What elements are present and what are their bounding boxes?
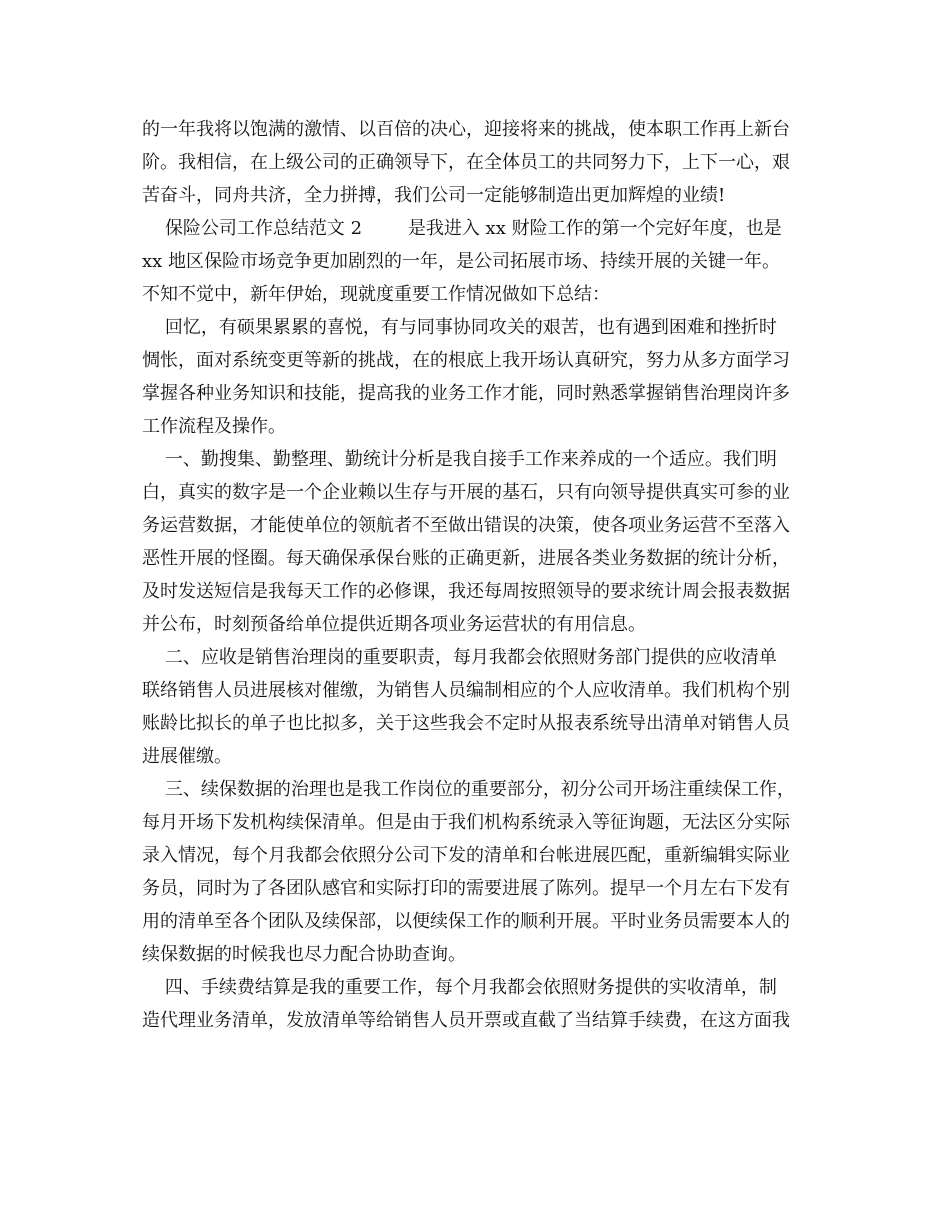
text-line: 联络销售人员进展核对催缴，为销售人员编制相应的个人应收清单。我们机构个别: [142, 680, 790, 701]
text-line: 造代理业务清单，发放清单等给销售人员开票或直截了当结算手续费，在这方面我: [142, 1010, 790, 1031]
text-line: 白，真实的数字是一个企业赖以生存与开展的基石，只有向领导提供真实可参的业: [142, 482, 790, 503]
document-body: [142, 113, 814, 1037]
text-line: 务运营数据，才能使单位的领航者不至做出错误的决策，使各项业务运营不至落入: [142, 515, 790, 536]
text-line: 一、勤搜集、勤整理、勤统计分析是我自接手工作来养成的一个适应。我们明: [142, 449, 777, 470]
text-line: 不知不觉中，新年伊始，现就度重要工作情况做如下总结：: [142, 284, 610, 305]
text-line: 用的清单至各个团队及续保部，以便续保工作的顺利开展。平时业务员需要本人的: [142, 911, 790, 932]
text-line: 工作流程及操作。: [142, 416, 286, 437]
text-line: 四、手续费结算是我的重要工作，每个月我都会依照财务提供的实收清单，制: [142, 977, 777, 998]
text-line: 回忆，有硕果累累的喜悦，有与同事协同攻关的艰苦，也有遇到困难和挫折时: [142, 317, 777, 338]
text-line: 并公布，时刻预备给单位提供近期各项业务运营状的有用信息。: [142, 614, 646, 635]
section-heading-line: 保险公司工作总结范文 2 是我进入 xx 财险工作的第一个完好年度，也是: [142, 218, 782, 239]
text-line: xx 地区保险市场竞争更加剧烈的一年，是公司拓展市场、持续开展的关键一年。: [142, 251, 781, 272]
text-line: 账龄比拟长的单子也比拟多，关于这些我会不定时从报表系统导出清单对销售人员: [142, 713, 790, 734]
text-line: 的一年我将以饱满的激情、以百倍的决心，迎接将来的挑战，使本职工作再上新台: [142, 119, 790, 140]
text-line: 续保数据的时候我也尽力配合协助查询。: [142, 944, 466, 965]
text-line: 掌握各种业务知识和技能，提高我的业务工作才能，同时熟悉掌握销售治理岗许多: [142, 383, 790, 404]
text-line: 苦奋斗，同舟共济，全力拼搏，我们公司一定能够制造出更加辉煌的业绩!: [142, 185, 726, 206]
text-line: 每月开场下发机构续保清单。但是由于我们机构系统录入等征询题，无法区分实际: [142, 812, 790, 833]
text-line: 二、应收是销售治理岗的重要职责，每月我都会依照财务部门提供的应收清单: [142, 647, 777, 668]
text-line: 阶。我相信，在上级公司的正确领导下，在全体员工的共同努力下，上下一心，艰: [142, 152, 790, 173]
text-line: 恶性开展的怪圈。每天确保承保台账的正确更新，进展各类业务数据的统计分析，: [142, 548, 790, 569]
text-line: 三、续保数据的治理也是我工作岗位的重要部分，初分公司开场注重续保工作，: [142, 779, 795, 800]
text-line: 及时发送短信是我每天工作的必修课，我还每周按照领导的要求统计周会报表数据: [142, 581, 790, 602]
text-line: 务员，同时为了各团队感官和实际打印的需要进展了陈列。提早一个月左右下发有: [142, 878, 790, 899]
text-line: 惆怅，面对系统变更等新的挑战，在的根底上我开场认真研究，努力从多方面学习: [142, 350, 790, 371]
text-line: 录入情况，每个月我都会依照分公司下发的清单和台帐进展匹配，重新编辑实际业: [142, 845, 790, 866]
text-line: 进展催缴。: [142, 746, 232, 767]
